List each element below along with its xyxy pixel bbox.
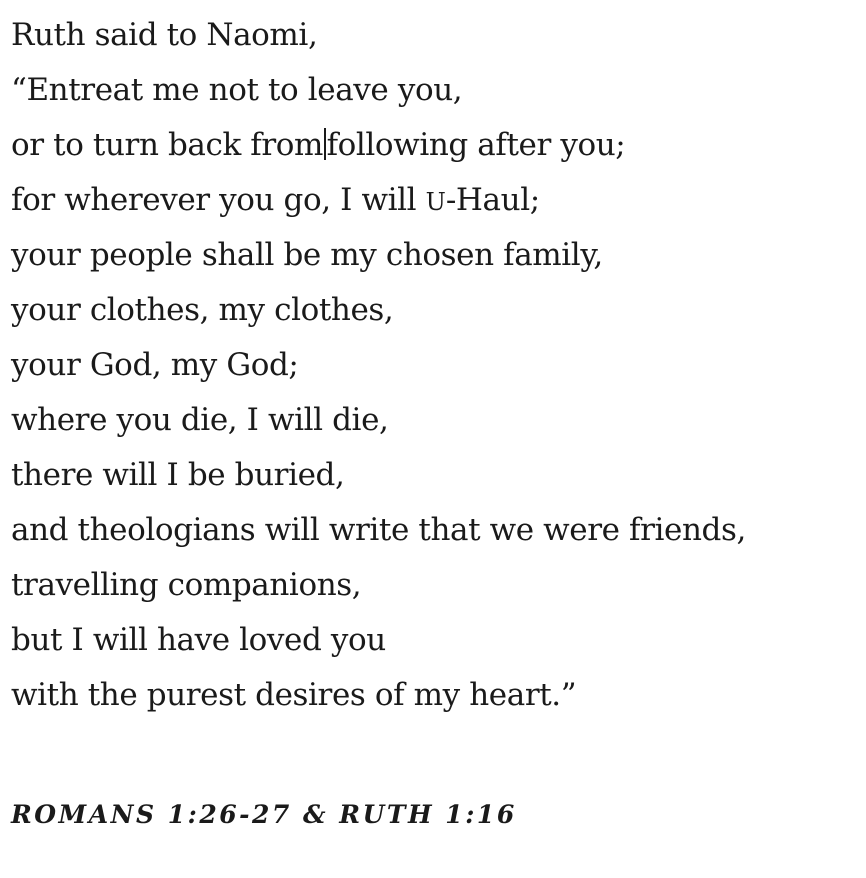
poem-line: “Entreat me not to leave you, — [11, 72, 463, 108]
scripture-citation: ROMANS 1:26-27 & RUTH 1:16 — [11, 800, 517, 829]
poem-line: your God, my God; — [11, 347, 299, 383]
poem-line: your people shall be my chosen family, — [11, 237, 603, 273]
poem-line: your clothes, my clothes, — [11, 292, 394, 328]
poem-line: Ruth said to Naomi, — [11, 17, 318, 53]
poem-line-segment: for wherever you go, I will — [11, 182, 426, 218]
poem-line: there will I be buried, — [11, 457, 345, 493]
text-cursor — [324, 128, 326, 160]
poem-line: but I will have loved you — [11, 622, 386, 658]
small-cap-letter: U — [425, 188, 446, 216]
poem-line-segment: -Haul; — [445, 182, 540, 218]
poem-line-segment: following after you; — [326, 127, 626, 163]
poem-line: with the purest desires of my heart.” — [11, 677, 577, 713]
poem-line: where you die, I will die, — [11, 402, 389, 438]
poem-line — [11, 173, 856, 228]
poem-text[interactable] — [11, 8, 856, 723]
poem-line — [11, 118, 856, 173]
poem-line: and theologians will write that we were friends, — [11, 512, 746, 548]
poem-line: travelling companions, — [11, 567, 362, 603]
poem-line-segment: or to turn back from — [11, 127, 324, 163]
